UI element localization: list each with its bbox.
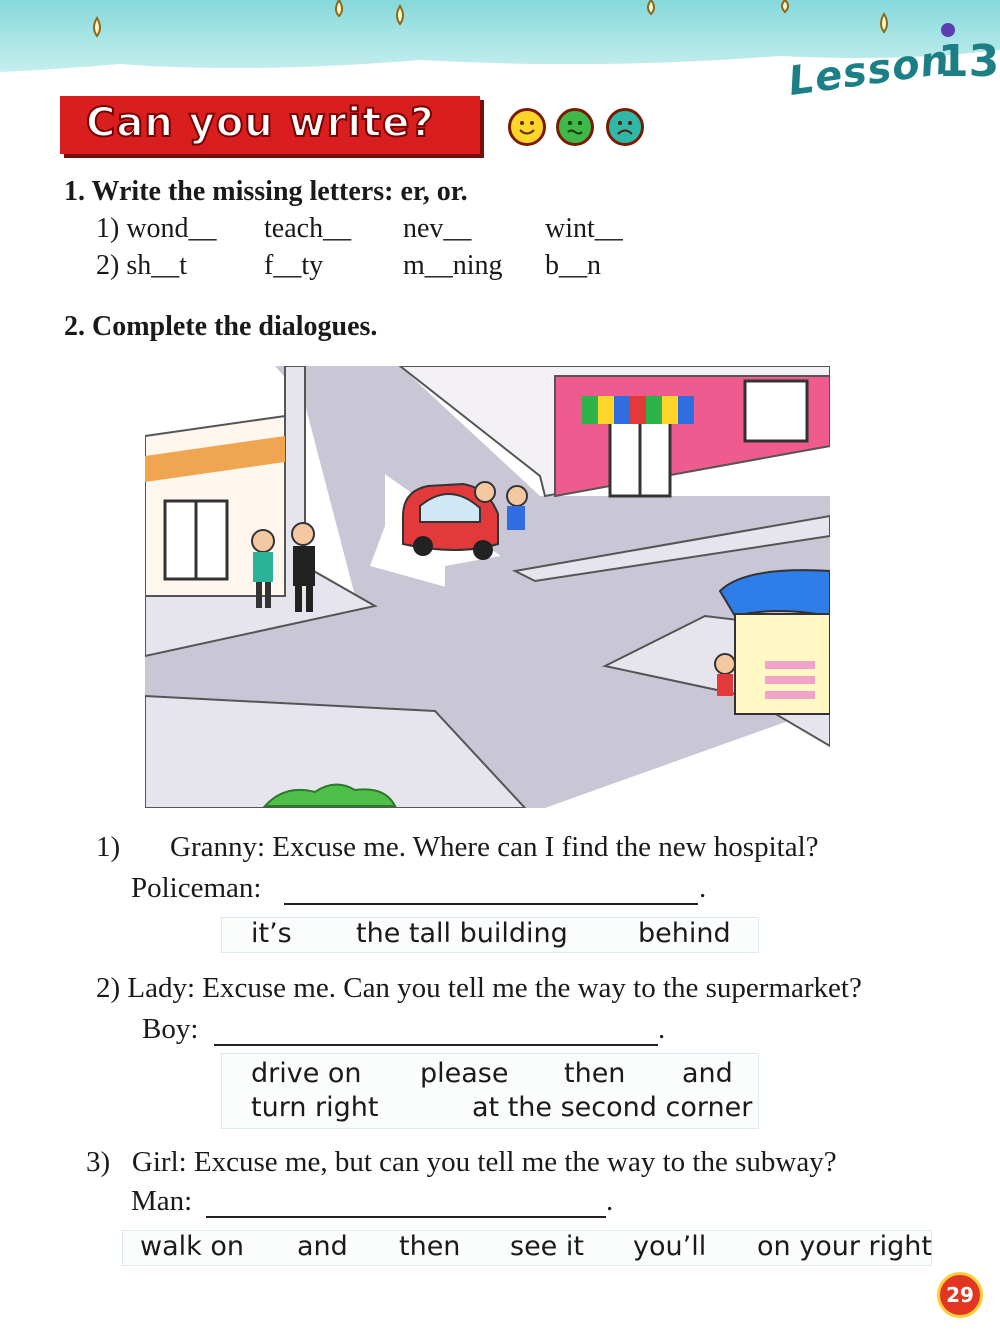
word-blank: wint__: [545, 213, 623, 244]
dialogue-1-number: 1): [96, 831, 121, 863]
exercise-1-title: 1. Write the missing letters: er, or.: [64, 176, 468, 207]
word-chip: see it: [510, 1231, 584, 1262]
dialogue-1-period: .: [699, 872, 707, 904]
word-chip: drive on: [251, 1058, 362, 1089]
word-chip: you’ll: [633, 1231, 707, 1262]
dialogue-3-word-box: [122, 1230, 932, 1266]
word-blank: f__ty: [264, 250, 324, 281]
street-crossroads-illustration: [145, 366, 830, 808]
word-chip: please: [420, 1058, 509, 1089]
sad-face-icon: [606, 108, 644, 146]
dialogue-1-word-box: [221, 917, 759, 953]
word-chip: and: [682, 1058, 733, 1089]
word-blank: nev__: [403, 213, 472, 244]
dialogue-2-answer-blank[interactable]: [214, 1044, 658, 1046]
dialogue-1-speaker: Policeman:: [131, 872, 262, 904]
lesson-number: 13: [938, 36, 1000, 87]
word-blank: teach__: [264, 213, 352, 244]
dialogue-1-answer-blank[interactable]: [284, 903, 698, 905]
word-blank: m__ning: [403, 250, 503, 281]
dialogue-2-period: .: [658, 1013, 666, 1045]
word-chip: at the second corner: [472, 1092, 753, 1123]
word-blank: b__n: [545, 250, 601, 281]
word-chip: the tall building: [356, 918, 568, 949]
word-chip: it’s: [251, 918, 292, 949]
word-chip: then: [564, 1058, 626, 1089]
word-chip: and: [297, 1231, 348, 1262]
word-blank: 1) wond__: [96, 213, 217, 244]
dialogue-3-period: .: [606, 1185, 614, 1217]
word-blank: 2) sh__t: [96, 250, 187, 281]
word-chip: on your right: [757, 1231, 932, 1262]
word-chip: turn right: [251, 1092, 379, 1123]
word-chip: then: [399, 1231, 461, 1262]
neutral-face-icon: [556, 108, 594, 146]
lesson-label: Lesson: [785, 36, 953, 106]
smile-face-icon: [508, 108, 546, 146]
dialogue-1-question: Granny: Excuse me. Where can I find the new hospital?: [170, 831, 819, 863]
word-chip: walk on: [140, 1231, 244, 1262]
dialogue-2-word-box: [221, 1053, 759, 1129]
page-number: 29: [937, 1272, 983, 1318]
dialogue-3-speaker: Man:: [131, 1185, 193, 1217]
section-title: Can you write?: [86, 100, 435, 146]
dialogue-2-speaker: Boy:: [142, 1013, 199, 1045]
word-chip: behind: [638, 918, 731, 949]
dialogue-3-question: 3) Girl: Excuse me, but can you tell me the way to the subway?: [86, 1146, 837, 1178]
dialogue-2-question: 2) Lady: Excuse me. Can you tell me the way to the supermarket?: [96, 972, 862, 1004]
exercise-1-row-1: [0, 213, 1000, 249]
dialogue-3-answer-blank[interactable]: [206, 1216, 606, 1218]
exercise-1-row-2: [0, 250, 1000, 286]
exercise-2-title: 2. Complete the dialogues.: [64, 311, 378, 342]
